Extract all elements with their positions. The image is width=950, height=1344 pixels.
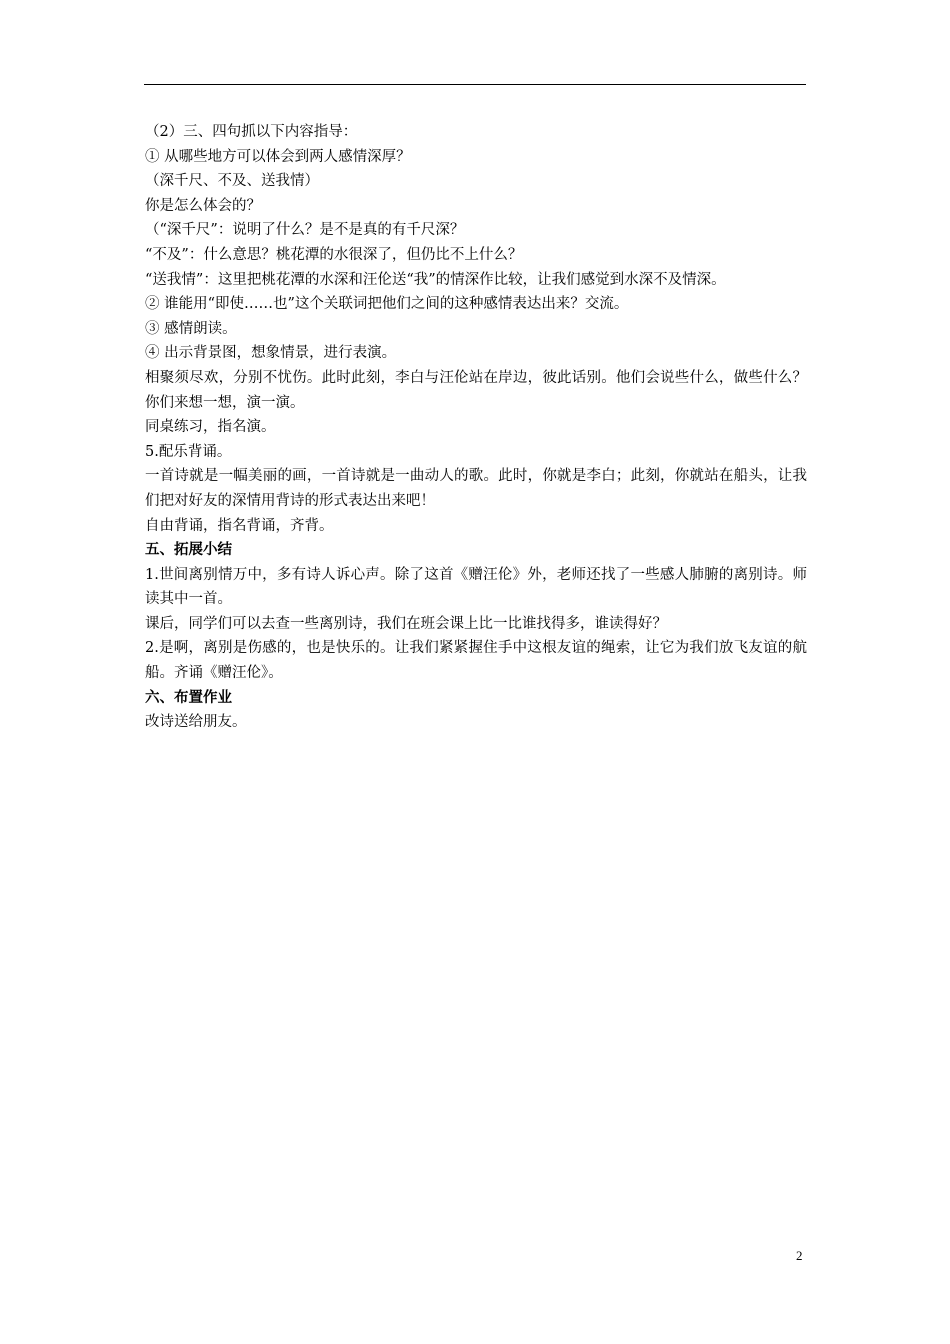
paragraph: ① 从哪些地方可以体会到两人感情深厚？: [145, 148, 411, 165]
section-heading: 五、拓展小结: [145, 542, 232, 559]
paragraph: ③ 感情朗读。: [145, 320, 237, 337]
paragraph: 2.是啊，离别是伤感的，也是快乐的。让我们紧紧握住手中这根友谊的绳索，让它为我们放飞友谊的航船。齐诵《赠汪伦》。: [145, 640, 807, 682]
paragraph: （“深千尺”：说明了什么？是不是真的有千尺深？: [145, 222, 465, 239]
paragraph: （深千尺、不及、送我情）: [145, 173, 319, 190]
paragraph: 改诗送给朋友。: [145, 714, 247, 731]
paragraph: 5.配乐背诵。: [145, 443, 232, 460]
document-body: [145, 120, 807, 735]
paragraph: 一首诗就是一幅美丽的画，一首诗就是一曲动人的歌。此时，你就是李白；此刻，你就站在船头，让我们把对好友的深情用背诗的形式表达出来吧！: [145, 468, 807, 509]
paragraph: 同桌练习，指名演。: [145, 419, 276, 436]
page-number: 2: [796, 1248, 803, 1263]
paragraph: 相聚须尽欢，分别不忧伤。此时此刻，李白与汪伦站在岸边，彼此话别。他们会说些什么，做些什么？你们来想一想，演一演。: [145, 369, 807, 411]
paragraph: 1.世间离别情万中，多有诗人诉心声。除了这首《赠汪伦》外，老师还找了一些感人肺腑的离别诗。师读其中一首。: [145, 566, 807, 608]
header-rule: [144, 84, 806, 85]
paragraph: ④ 出示背景图，想象情景，进行表演。: [145, 345, 397, 362]
paragraph: 自由背诵，指名背诵，齐背。: [145, 517, 334, 534]
section-heading: 六、布置作业: [145, 689, 232, 706]
paragraph: 课后，同学们可以去查一些离别诗，我们在班会课上比一比谁找得多，谁读得好？: [145, 615, 667, 632]
paragraph: ② 谁能用“即使……也”这个关联词把他们之间的这种感情表达出来？交流。: [145, 296, 629, 313]
paragraph: “送我情”：这里把桃花潭的水深和汪伦送“我”的情深作比较，让我们感觉到水深不及情深。: [145, 271, 726, 288]
paragraph: “不及”：什么意思？桃花潭的水很深了，但仍比不上什么？: [145, 246, 523, 263]
paragraph: （2）三、四句抓以下内容指导：: [145, 124, 358, 140]
paragraph: 你是怎么体会的？: [145, 197, 261, 214]
